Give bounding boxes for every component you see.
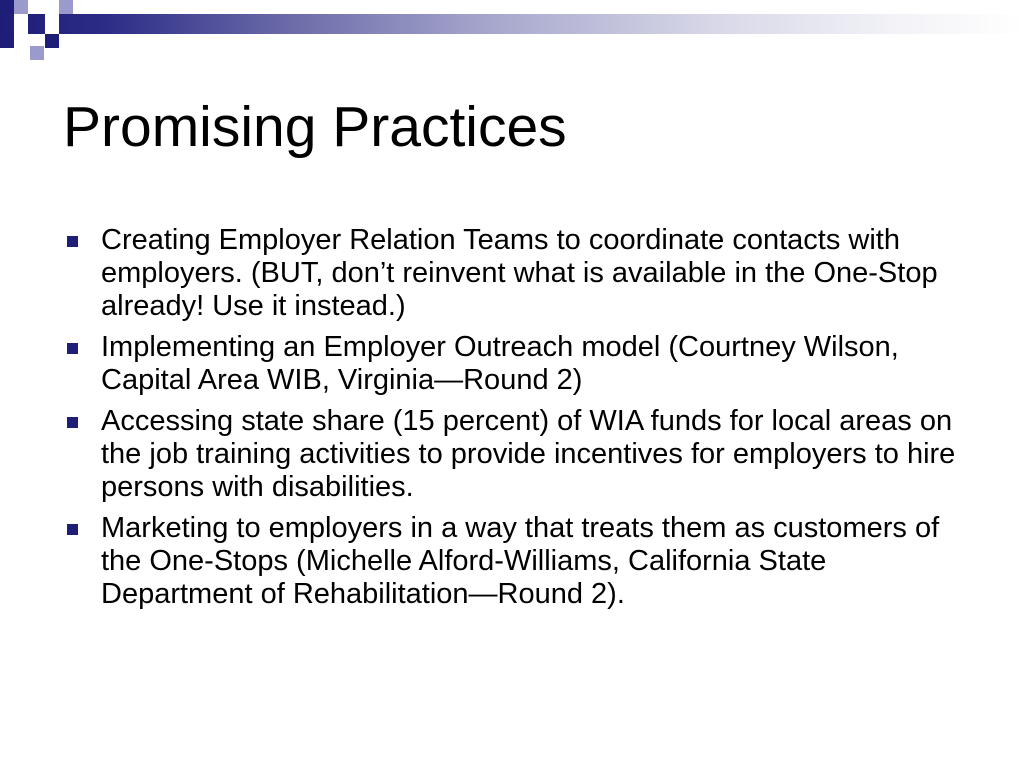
square-bullet-icon	[67, 524, 78, 535]
bullet-item	[62, 331, 977, 397]
bullet-text: Creating Employer Relation Teams to coordinate contacts with employers. (BUT, don’t reinvent what is available in the One-Stop already! Use it instead.)	[101, 224, 938, 322]
decor-square-white	[14, 14, 28, 34]
square-bullet-icon	[67, 236, 78, 247]
bullet-text: Accessing state share (15 percent) of WIA funds for local areas on the job training activities to provide incentives for employers to hire persons with disabilities.	[101, 405, 956, 503]
bullet-item	[62, 512, 977, 611]
bullet-item	[62, 224, 977, 323]
bullet-text: Marketing to employers in a way that treats them as customers of the One-Stops (Michelle Alford-Williams, California State Department of Rehabilitation—Round 2).	[101, 512, 940, 610]
square-bullet-icon	[67, 417, 78, 428]
bullet-item	[62, 405, 977, 504]
slide-title: Promising Practices	[63, 95, 567, 159]
header-gradient-bar	[0, 14, 1024, 34]
decor-square-white	[45, 14, 59, 34]
decor-square-lavender	[59, 0, 73, 14]
decor-square-navy	[45, 34, 59, 48]
decor-square-navy	[0, 0, 14, 14]
bullet-list	[62, 224, 977, 619]
square-bullet-icon	[67, 343, 78, 354]
decor-square-lavender	[14, 0, 28, 14]
bullet-text: Implementing an Employer Outreach model (Courtney Wilson, Capital Area WIB, Virginia—Round 2)	[101, 331, 899, 396]
decor-square-lavender	[30, 46, 44, 60]
decor-square-navy	[0, 34, 14, 48]
